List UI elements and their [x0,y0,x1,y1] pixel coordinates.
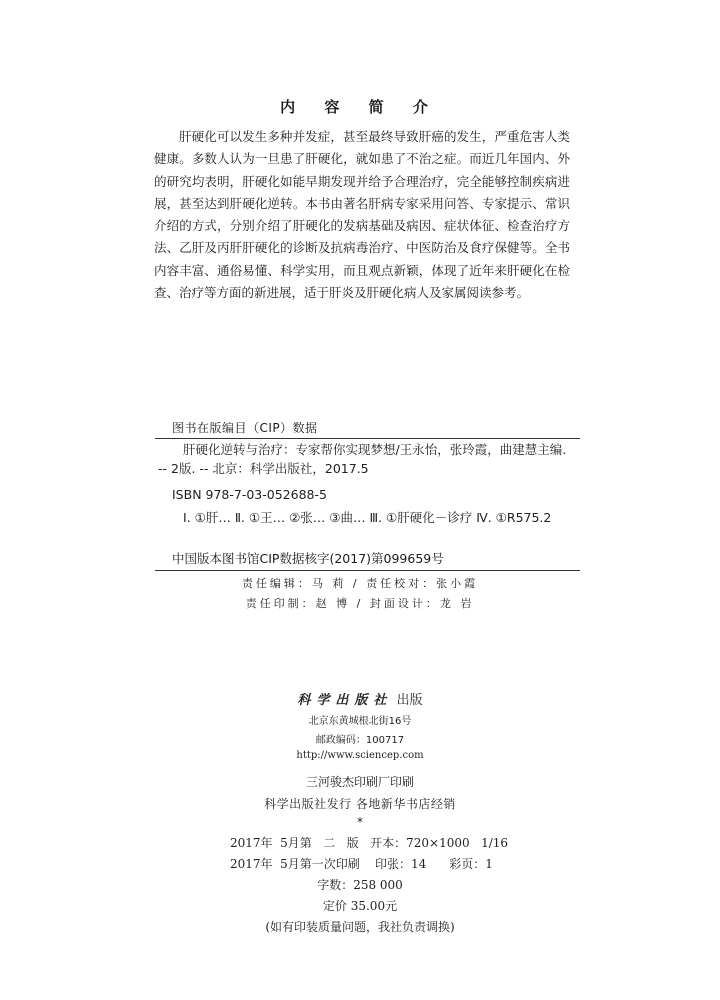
publisher-zip: 邮政编码：100717 [315,735,405,746]
distribution: 科学出版社发行 各地新华书店经销 [264,797,456,811]
publisher-suffix: 出版 [396,693,423,708]
spec-price: 定价 35.00元 [322,899,398,913]
separator-star: * [357,815,363,829]
cip-bottom-rule [155,570,580,571]
publisher-name [0,689,720,708]
spec-notice: (如有印装质量问题，我社负责调换) [265,920,455,934]
spec-edition: 2017年 5月第 二 版 开本：720×1000 1/16 [230,836,509,850]
cip-top-rule [155,438,580,439]
cip-heading: 图书在版编目（CIP）数据 [172,421,318,435]
intro-title: 内 容 简 介 [280,98,440,116]
intro-body: 肝硬化可以发生多种并发症，甚至最终导致肝癌的发生，严重危害人类健康。多数人认为一旦患了肝硬化，就如患了不治之症。而近几年国内、外的研究均表明，肝硬化如能早期发现并给予合理治疗，完全能够控制疾病进展，甚至达到肝硬化逆转。本书由著名肝病专家采用问答、专家提示、常识介绍的方式，分别介绍了肝硬化的发病基础及病因、症状体征、检查治疗方法、乙肝及丙肝肝硬化的诊断及抗病毒治疗、中医防治及食疗保健等。全书内容丰富、通俗易懂、科学实用，而且观点新颖，体现了近年来肝硬化在检查、治疗等方面的新进展，适于肝炎及肝硬化病人及家属阅读参考。 [154,129,570,301]
cip-cn-record: 中国版本图书馆CIP数据核字(2017)第099659号 [172,551,444,566]
publisher-brand: 科学出版社 [297,693,393,708]
publisher-url: http://www.sciencep.com [296,750,424,761]
cip-entry: 肝硬化逆转与治疗：专家帮你实现梦想/王永怡，张玲霞，曲建慧主编. -- 2版. -- 北京：科学出版社，2017.5 [158,442,567,476]
spec-word-count: 字数：258 000 [317,878,403,892]
printer: 三河骏杰印刷厂印刷 [305,775,414,789]
credits-line-1: 责任编辑：马 莉 / 责任校对：张小霞 [241,577,479,590]
cip-isbn: ISBN 978-7-03-052688-5 [172,487,327,502]
spec-printing: 2017年 5月第一次印刷 印张：14 彩页：1 [230,857,493,871]
cip-classification: Ⅰ. ①肝… Ⅱ. ①王… ②张… ③曲… Ⅲ. ①肝硬化－诊疗 Ⅳ. ①R575.2 [183,510,552,525]
publisher-address: 北京东黄城根北街16号 [308,716,412,727]
credits-line-2: 责任印制：赵 博 / 封面设计：龙 岩 [245,597,475,610]
